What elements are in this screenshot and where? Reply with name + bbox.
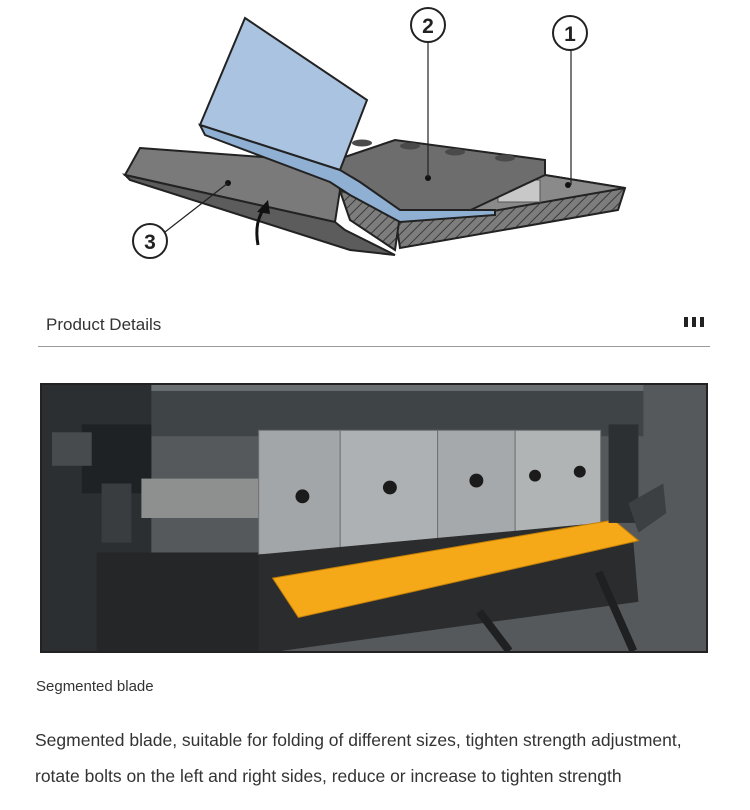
svg-text:1: 1 (564, 23, 576, 46)
callout-2 (411, 8, 445, 42)
bending-diagram (0, 0, 750, 290)
photo-caption: Segmented blade (36, 678, 154, 695)
product-details-header (38, 300, 710, 347)
svg-text:2: 2 (422, 15, 434, 38)
callout-3 (133, 224, 167, 258)
callout-1 (553, 16, 587, 50)
triple-bar-icon (684, 317, 704, 329)
svg-text:3: 3 (144, 231, 156, 254)
section-title: Product Details (46, 315, 162, 334)
product-photo (40, 383, 708, 653)
product-description: Segmented blade, suitable for folding of different sizes, tighten strength adjustment, rotate bolts on the left and right sides, reduce or increase to tighten strength (35, 730, 682, 786)
